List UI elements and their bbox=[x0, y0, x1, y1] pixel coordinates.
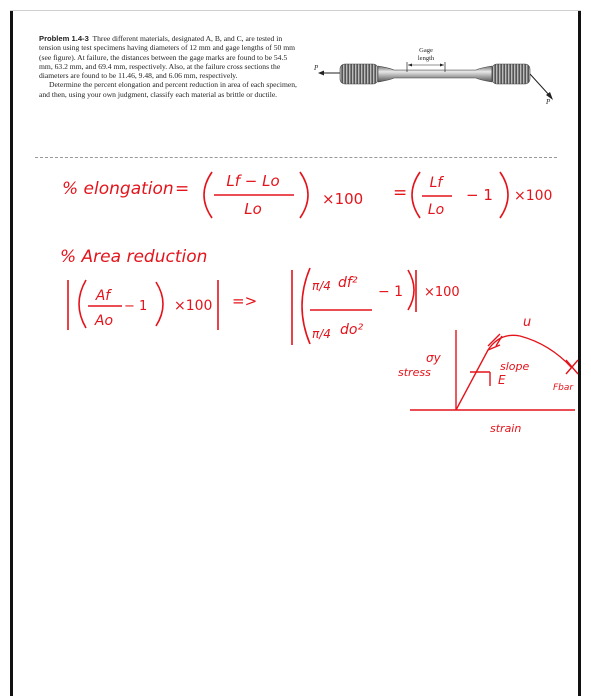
ao-denominator: Ao bbox=[94, 313, 114, 329]
times-100-4: ×100 bbox=[424, 285, 460, 300]
elongation-denominator: Lo bbox=[244, 200, 262, 218]
minus-one-3: − 1 bbox=[378, 284, 404, 300]
load-label-right: P bbox=[546, 98, 551, 106]
paren-right-1 bbox=[300, 172, 308, 218]
problem-text: Three different materials, designated A, B, and C, are tested in tension using test specimens having diameters of 12 mm and gage lengths of 50 mm (see figure). At failure, the distances between the gage marks are found to be 54.5 mm, 63.2 mm, and 69.4 mm, respectively. Also, at the failure cross sections the diameters are found to be 11.46, 9.48, and 6.06 mm, respectively. bbox=[39, 34, 296, 81]
problem-question: Determine the percent elongation and percent reduction in area of each specimen, and then, using your own judgment, classify each material as brittle or ductile. bbox=[39, 80, 297, 99]
elongation-numerator: Lf − Lo bbox=[226, 172, 280, 190]
paren-left-2 bbox=[412, 172, 420, 218]
yield-stress-label: σy bbox=[426, 351, 441, 365]
paren-right-2 bbox=[500, 172, 508, 218]
paren-left-1 bbox=[204, 172, 212, 218]
implies-arrow: => bbox=[232, 292, 258, 310]
pi-over-4-bottom: π/4 bbox=[312, 327, 331, 341]
ultimate-label: u bbox=[523, 315, 532, 330]
lo-denominator: Lo bbox=[427, 202, 445, 218]
fracture-label: Fbar bbox=[553, 383, 574, 393]
paren-right-3 bbox=[156, 282, 163, 326]
elongation-label: % elongation bbox=[62, 179, 174, 199]
pi-over-4-top: π/4 bbox=[312, 279, 331, 293]
equals-2: = bbox=[393, 183, 408, 203]
load-label-left: P bbox=[314, 64, 319, 72]
paren-left-4 bbox=[302, 268, 310, 344]
stress-strain-sketch bbox=[410, 330, 578, 410]
times-100-3: ×100 bbox=[174, 298, 213, 314]
times-100-1: ×100 bbox=[322, 190, 364, 208]
strain-axis-label: strain bbox=[490, 422, 522, 435]
paren-right-4 bbox=[408, 270, 414, 310]
modulus-e-label: E bbox=[498, 373, 506, 387]
equals-1: = bbox=[175, 179, 190, 199]
af-numerator: Af bbox=[95, 288, 111, 304]
df-squared: df² bbox=[338, 275, 358, 291]
stress-axis-label: stress bbox=[398, 366, 431, 379]
gage-label-2: length bbox=[417, 55, 435, 62]
do-squared: do² bbox=[340, 322, 364, 338]
paren-left-3 bbox=[79, 280, 86, 328]
minus-one-2: − 1 bbox=[124, 299, 148, 314]
lf-numerator: Lf bbox=[429, 175, 443, 191]
yield-arrow-icon bbox=[488, 334, 502, 346]
fracture-mark-icon bbox=[566, 360, 578, 374]
minus-one-1: − 1 bbox=[466, 186, 493, 204]
problem-number: Problem 1.4-3 bbox=[39, 34, 89, 43]
slope-label: slope bbox=[500, 360, 530, 373]
area-reduction-label: % Area reduction bbox=[60, 247, 208, 267]
gage-label-1: Gage bbox=[419, 47, 433, 54]
times-100-2: ×100 bbox=[514, 188, 553, 204]
